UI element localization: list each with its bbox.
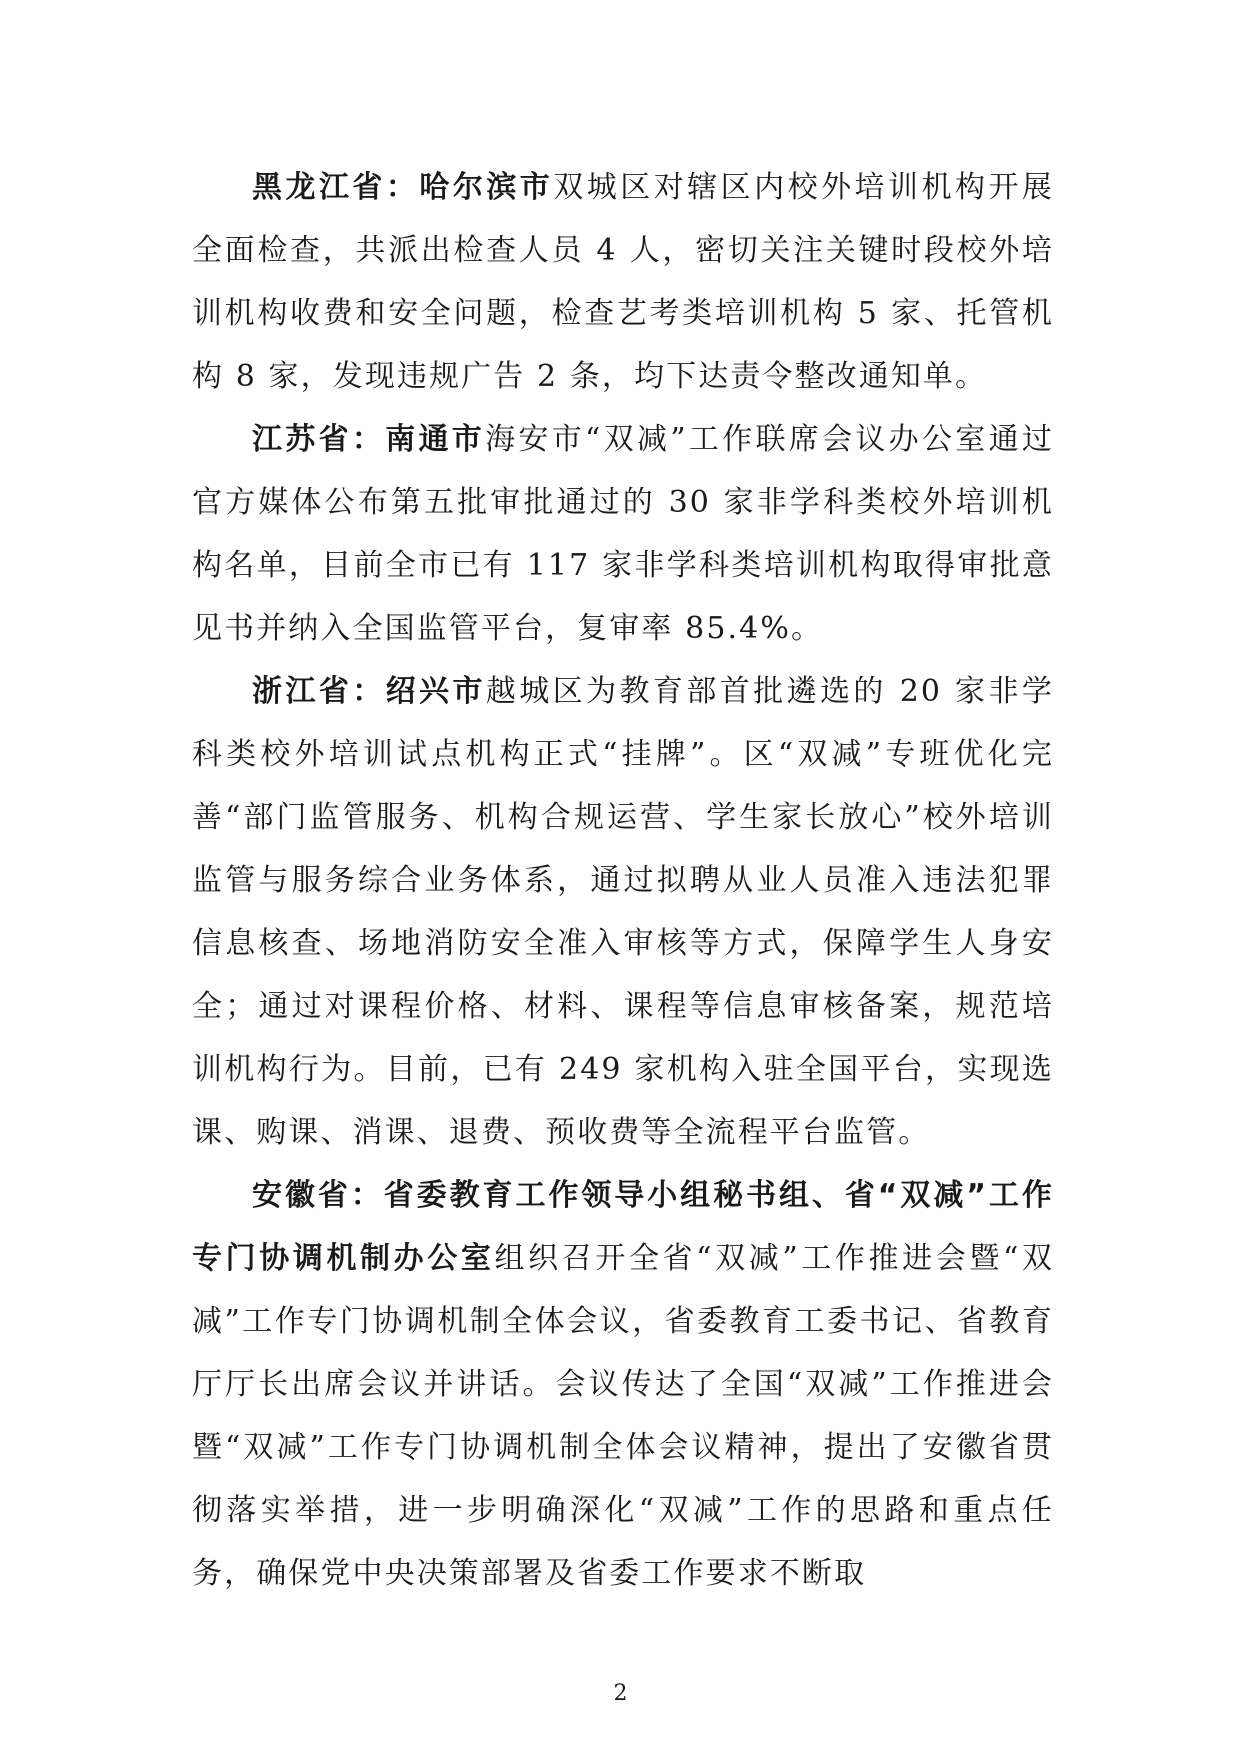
paragraph-text: 海安市“双减”工作联席会议办公室通过官方媒体公布第五批审批通过的 30 家非学科类校外培训机构名单，目前全市已有 117 家非学科类培训机构取得审批意见书并纳入全国监管平台，复审率 85.4%。	[192, 422, 1054, 646]
paragraph-text: 越城区为教育部首批遴选的 20 家非学科类校外培训试点机构正式“挂牌”。区“双减”专班优化完善“部门监管服务、机构合规运营、学生家长放心”校外培训监管与服务综合业务体系，通过拟聘从业人员准入违法犯罪信息核查、场地消防安全准入审核等方式，保障学生人身安全；通过对课程价格、材料、课程等信息审核备案，规范培训机构行为。目前，已有 249 家机构入驻全国平台，实现选课、购课、消课、退费、预收费等全流程平台监管。	[192, 674, 1054, 1150]
paragraph-jiangsu	[192, 408, 1054, 660]
entity-label: 绍兴市	[385, 674, 486, 709]
paragraph-anhui	[192, 1164, 1054, 1605]
province-label: 黑龙江省：	[252, 170, 420, 205]
paragraph-zhejiang	[192, 660, 1054, 1164]
province-label: 江苏省：	[252, 422, 386, 457]
entity-label: 省委教育工作领导小组秘书组、省“双减”工作专门协调机制办公室	[192, 1178, 1054, 1276]
province-label: 安徽省：	[252, 1178, 384, 1213]
page-number: 2	[613, 1681, 628, 1706]
paragraph-text: 双城区对辖区内校外培训机构开展全面检查，共派出检查人员 4 人，密切关注关键时段校外培训机构收费和安全问题，检查艺考类培训机构 5 家、托管机构 8 家，发现违规广告 2 条，均下达责令整改通知单。	[192, 170, 1055, 394]
entity-label: 南通市	[385, 422, 486, 457]
entity-label: 哈尔滨市	[419, 170, 554, 205]
document-body	[192, 156, 1054, 1605]
province-label: 浙江省：	[252, 674, 386, 709]
paragraph-heilongjiang	[192, 156, 1054, 408]
paragraph-text: 组织召开全省“双减”工作推进会暨“双减”工作专门协调机制全体会议，省委教育工委书记、省教育厅厅长出席会议并讲话。会议传达了全国“双减”工作推进会暨“双减”工作专门协调机制全体会议精神，提出了安徽省贯彻落实举措，进一步明确深化“双减”工作的思路和重点任务，确保党中央决策部署及省委工作要求不断取	[192, 1241, 1054, 1591]
